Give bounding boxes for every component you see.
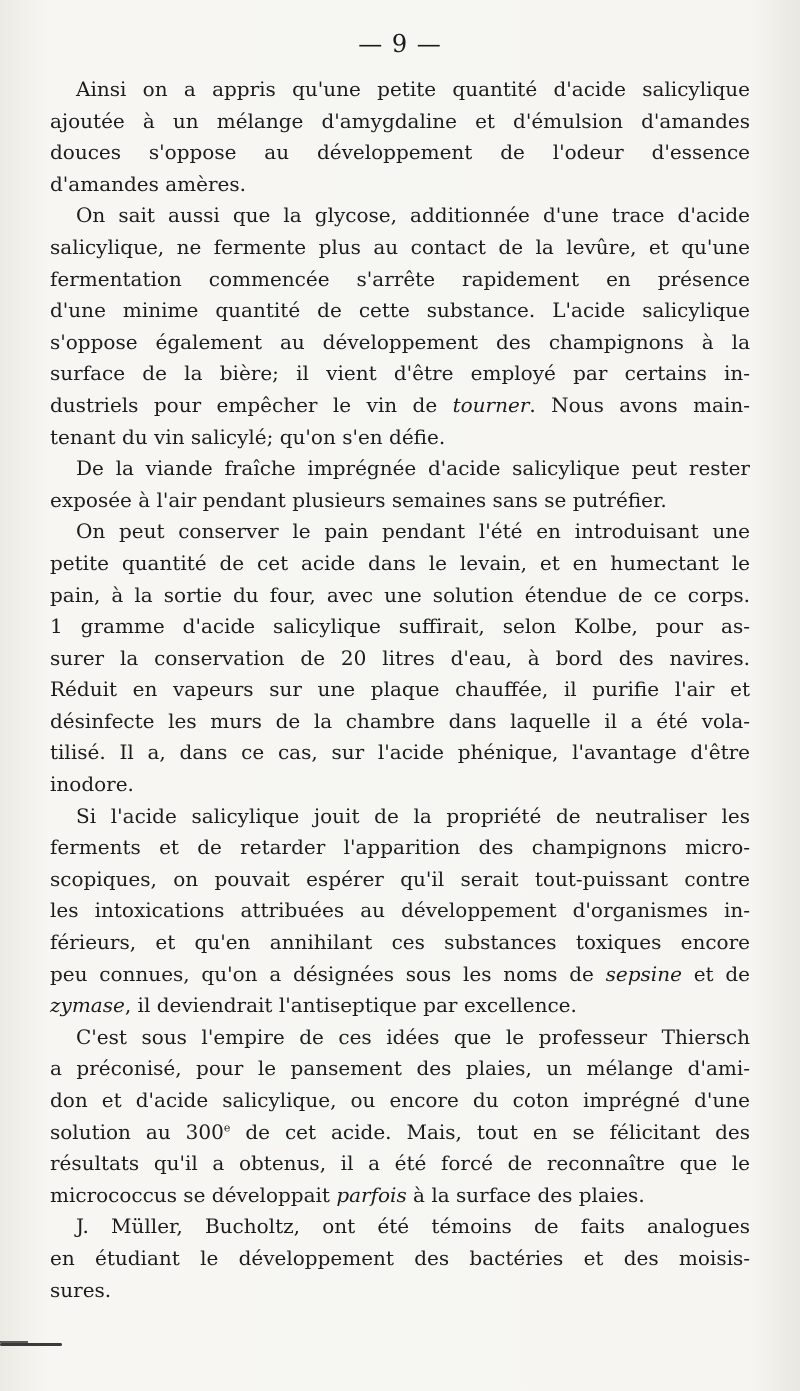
text-line: De la viande fraîche imprégnée d'acide salicylique peut rester bbox=[76, 456, 750, 481]
italic-word: sepsine bbox=[605, 961, 682, 986]
text-line: On peut conserver le pain pendant l'été en introduisant une bbox=[76, 519, 750, 544]
text-line: les intoxications attribuées au développement d'organismes in- bbox=[50, 898, 750, 923]
superscript: e bbox=[223, 1120, 231, 1134]
italic-word: parfois bbox=[336, 1182, 407, 1207]
text-line-mixed bbox=[50, 390, 750, 422]
page-number: — 9 — bbox=[358, 30, 442, 58]
paragraph-4 bbox=[50, 516, 750, 800]
text-line: pain, à la sortie du four, avec une solution étendue de ce corps. bbox=[50, 582, 750, 607]
text-run: et de bbox=[681, 961, 750, 986]
paragraph-3 bbox=[50, 453, 750, 516]
italic-word: zymase bbox=[50, 993, 125, 1018]
text-run: peu connues, qu'on a désignées sous les noms de bbox=[50, 961, 606, 986]
text-line: J. Müller, Bucholtz, ont été témoins de faits analogues bbox=[76, 1214, 750, 1239]
text-line: en étudiant le développement des bactéries et des moisis- bbox=[50, 1245, 750, 1270]
text-line: C'est sous l'empire de ces idées que le professeur Thiersch bbox=[76, 1024, 750, 1049]
text-run: de cet acide. Mais, tout en se félicitant des bbox=[230, 1119, 750, 1144]
text-line: petite quantité de cet acide dans le levain, et en humectant le bbox=[50, 550, 750, 575]
text-line: ajoutée à un mélange d'amygdaline et d'émulsion d'amandes bbox=[50, 108, 750, 133]
text-line: d'une minime quantité de cette substance. L'acide salicylique bbox=[50, 298, 750, 323]
text-line: s'oppose également au développement des champignons à la bbox=[50, 329, 750, 354]
text-run: . Nous avons main- bbox=[529, 392, 750, 417]
text-run: dustriels pour empêcher le vin de bbox=[50, 392, 453, 417]
text-line: tilisé. Il a, dans ce cas, sur l'acide phénique, l'avantage d'être bbox=[50, 740, 750, 765]
text-line: 1 gramme d'acide salicylique suffirait, selon Kolbe, pour as- bbox=[50, 614, 750, 639]
text-line: exposée à l'air pendant plusieurs semaines sans se putréfier. bbox=[50, 487, 667, 512]
text-run: solution au 300 bbox=[50, 1119, 224, 1144]
text-line: tenant du vin salicylé; qu'on s'en défie. bbox=[50, 424, 446, 449]
italic-word: tourner bbox=[452, 392, 530, 417]
text-line-mixed bbox=[50, 959, 750, 991]
text-run: à la surface des plaies. bbox=[406, 1182, 645, 1207]
paragraph-1 bbox=[50, 74, 750, 200]
text-run: , il deviendrait l'antiseptique par excellence. bbox=[124, 993, 577, 1018]
paragraph-5 bbox=[50, 801, 750, 1022]
text-line-mixed bbox=[50, 990, 750, 1022]
text-line: salicylique, ne fermente plus au contact de la levûre, et qu'une bbox=[50, 234, 750, 259]
text-run: micrococcus se développait bbox=[50, 1182, 337, 1207]
text-line: Ainsi on a appris qu'une petite quantité d'acide salicylique bbox=[76, 77, 750, 101]
body-text bbox=[50, 74, 750, 1306]
text-line-mixed bbox=[50, 1180, 750, 1212]
paragraph-2 bbox=[50, 200, 750, 453]
text-line: résultats qu'il a obtenus, il a été forcé de reconnaître que le bbox=[50, 1151, 750, 1176]
text-line: sures. bbox=[50, 1277, 112, 1302]
text-line: scopiques, on pouvait espérer qu'il serait tout-puissant contre bbox=[50, 866, 750, 891]
text-line: a préconisé, pour le pansement des plaies, un mélange d'ami- bbox=[50, 1056, 750, 1081]
text-line: inodore. bbox=[50, 772, 134, 797]
text-line: don et d'acide salicylique, ou encore du coton imprégné d'une bbox=[50, 1088, 750, 1112]
margin-pencil-mark bbox=[0, 1343, 62, 1346]
text-line: fermentation commencée s'arrête rapidement en présence bbox=[50, 266, 750, 291]
text-line: Réduit en vapeurs sur une plaque chauffée, il purifie l'air et bbox=[50, 677, 750, 702]
text-line: douces s'oppose au développement de l'odeur d'essence bbox=[50, 140, 750, 165]
paragraph-7 bbox=[50, 1211, 750, 1306]
text-line: férieurs, et qu'en annihilant ces substances toxiques encore bbox=[50, 930, 750, 955]
text-line: d'amandes amères. bbox=[50, 171, 246, 196]
paragraph-6 bbox=[50, 1022, 750, 1212]
text-line-mixed bbox=[50, 1117, 750, 1149]
text-line: ferments et de retarder l'apparition des champignons micro- bbox=[50, 835, 750, 860]
text-line: surface de la bière; il vient d'être employé par certains in- bbox=[50, 361, 750, 386]
text-line: désinfecte les murs de la chambre dans laquelle il a été vola- bbox=[50, 708, 750, 733]
text-line: Si l'acide salicylique jouit de la propriété de neutraliser les bbox=[76, 803, 750, 828]
text-line: On sait aussi que la glycose, additionnée d'une trace d'acide bbox=[76, 203, 750, 228]
margin-pencil-mark bbox=[0, 1341, 28, 1343]
text-line: surer la conservation de 20 litres d'eau, à bord des navires. bbox=[50, 645, 750, 670]
